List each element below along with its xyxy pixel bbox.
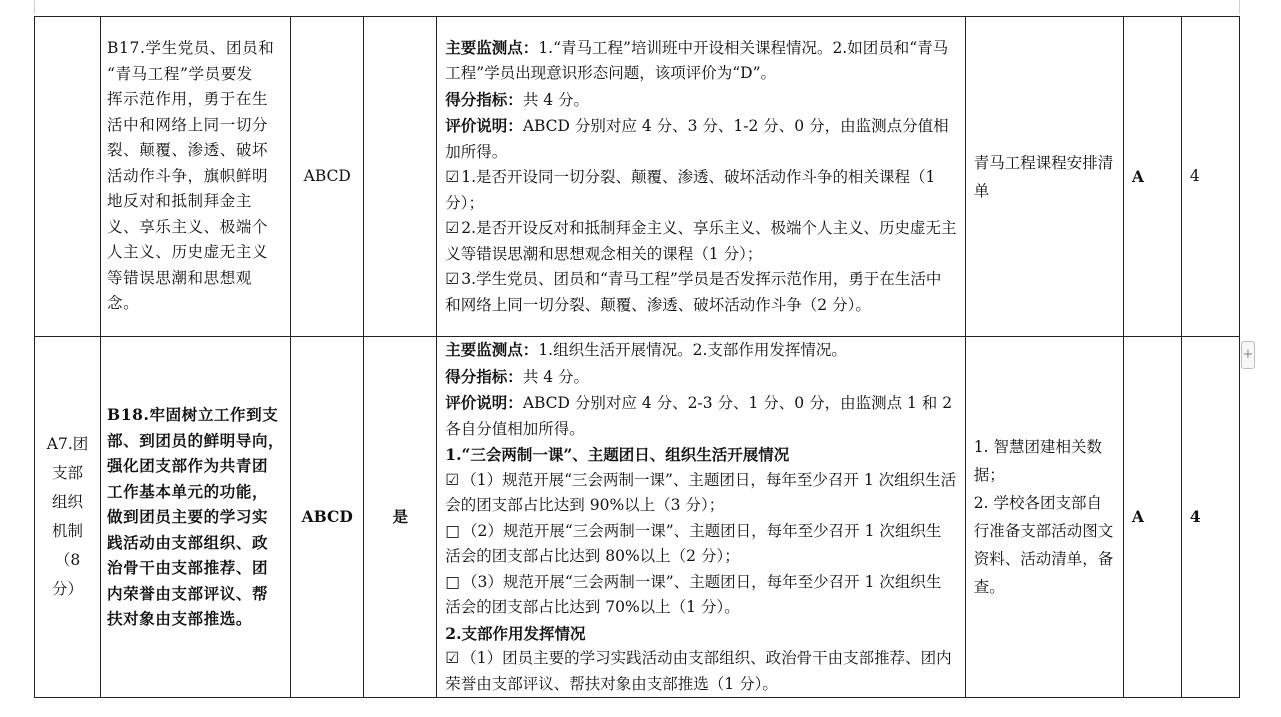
flag-cell: 是	[364, 337, 437, 698]
text-line: 挥示范作用，勇于在生	[107, 90, 269, 109]
evidence-cell: 青马工程课程安排清单	[965, 17, 1123, 337]
category-text	[39, 430, 96, 604]
text-line: 机制	[52, 522, 84, 540]
check-item: ☑ 2.是否开设反对和抵制拜金主义、享乐主义、极端个人主义、历史虚无主义等错误思潮和思想观念相关的课程（1 分）；	[445, 219, 957, 263]
table-row	[35, 17, 1240, 337]
score-indicator: 得分指标：共 4 分。	[445, 366, 590, 386]
text-line: 分）	[52, 580, 84, 598]
text-line: 践活动由支部组织、政	[107, 532, 269, 552]
text-line: 治骨干由支部推荐、团	[107, 558, 269, 578]
text-line: 组织	[52, 493, 84, 511]
grade-cell: A	[1123, 337, 1181, 698]
text-line: 工作基本单元的功能，	[107, 481, 269, 501]
evidence-line: 1. 智慧团建相关数据；	[973, 438, 1102, 484]
criteria-cell	[437, 337, 965, 698]
monitor-point: 主要监测点：1.“青马工程”培训班中开设相关课程情况。2.如团员和“青马工程”学员出现意识形态问题，该项评价为“D”。	[445, 37, 949, 83]
text-line: 念。	[107, 294, 140, 313]
check-item: □ （3）规范开展“三会两制一课”、主题团日，每年至少召开 1 次组织生活会的团支部占比达到 70%以上（1 分）。	[445, 572, 942, 616]
evaluation-table	[34, 16, 1240, 698]
text-line: B17.学生党员、团员和	[107, 39, 275, 58]
text-line: 支部	[52, 464, 84, 482]
check-item: ☑ 1.是否开设同一切分裂、颠覆、渗透、破坏活动作斗争的相关课程（1 分）；	[445, 168, 936, 212]
text-line: 做到团员主要的学习实	[107, 507, 269, 527]
check-item: ☑ （1）规范开展“三会两制一课”、主题团日，每年至少召开 1 次组织生活会的团支部占比达到 90%以上（3 分）；	[445, 470, 957, 514]
text-line: 内荣誉由支部评议、帮	[107, 583, 269, 603]
indicator-cell	[101, 17, 291, 337]
grade-options-cell: ABCD	[291, 17, 364, 337]
table-row	[35, 337, 1240, 698]
indicator-text	[107, 36, 284, 317]
section-title: 1.“三会两制一课”、主题团日、组织生活开展情况	[445, 445, 790, 464]
text-line: 地反对和抵制拜金主	[107, 192, 252, 211]
text-line: A7.团	[46, 435, 89, 453]
section-title: 2.支部作用发挥情况	[445, 623, 586, 643]
margin-mark-left	[34, 0, 35, 14]
grade-cell: A	[1123, 17, 1181, 337]
text-line: 扶对象由支部推选。	[107, 609, 252, 629]
text-line: “青马工程”学员要发	[107, 64, 253, 83]
score-cell: 4	[1181, 17, 1239, 337]
text-line: B18.牢固树立工作到支	[107, 405, 279, 425]
check-item: ☑ （1）团员主要的学习实践活动由支部组织、政治骨干由支部推荐、团内荣誉由支部评议、帮扶对象由支部推选（1 分）。	[445, 649, 952, 693]
grade-options-cell: ABCD	[291, 337, 364, 698]
checkbox-unchecked-icon[interactable]: □	[445, 572, 460, 591]
monitor-point: 主要监测点：1.组织生活开展情况。2.支部作用发挥情况。	[445, 340, 847, 359]
evaluation-note: 评价说明：ABCD 分别对应 4 分、2-3 分、1 分、0 分，由监测点 1 和 2 各自分值相加所得。	[445, 393, 953, 438]
score-cell: 4	[1181, 337, 1239, 698]
criteria-cell	[437, 17, 965, 337]
indicator-cell	[101, 337, 291, 698]
evidence-cell	[965, 337, 1123, 698]
checkbox-unchecked-icon[interactable]: □	[445, 521, 460, 540]
checkbox-checked-icon[interactable]: ☑	[445, 219, 460, 238]
text-line: 活动作斗争，旗帜鲜明	[107, 166, 269, 185]
indicator-text	[107, 402, 284, 632]
category-cell	[35, 17, 101, 337]
margin-mark-right	[1239, 0, 1240, 14]
check-item: ☑ 3.学生党员、团员和“青马工程”学员是否发挥示范作用，勇于在生活中和网络上同一切分裂、颠覆、渗透、破坏活动作斗争（2 分）。	[445, 270, 942, 314]
text-line: 裂、颠覆、渗透、破坏	[107, 141, 269, 160]
checkbox-checked-icon[interactable]: ☑	[445, 649, 460, 667]
evaluation-note: 评价说明：ABCD 分别对应 4 分、3 分、1-2 分、0 分，由监测点分值相加所得。	[445, 116, 949, 161]
category-cell	[35, 337, 101, 698]
add-row-handle[interactable]: +	[1241, 341, 1255, 369]
text-line: 活中和网络上同一切分	[107, 115, 269, 134]
text-line: 强化团支部作为共青团	[107, 456, 269, 476]
text-line: 义、享乐主义、极端个	[107, 217, 269, 236]
text-line: 部、到团员的鲜明导向，	[107, 430, 285, 450]
checkbox-checked-icon[interactable]: ☑	[445, 168, 460, 187]
evidence-line: 2. 学校各团支部自行准备支部活动图文资料、活动清单，备查。	[973, 494, 1114, 596]
text-line: 等错误思潮和思想观	[107, 268, 252, 287]
text-line: 人主义、历史虚无主义	[107, 243, 269, 262]
checkbox-checked-icon[interactable]: ☑	[445, 270, 460, 289]
text-line: （8	[54, 551, 81, 569]
check-item: □ （2）规范开展“三会两制一课”、主题团日，每年至少召开 1 次组织生活会的团支部占比达到 80%以上（2 分）；	[445, 521, 942, 565]
score-indicator: 得分指标：共 4 分。	[445, 89, 590, 109]
checkbox-checked-icon[interactable]: ☑	[445, 470, 460, 489]
flag-cell	[364, 17, 437, 337]
